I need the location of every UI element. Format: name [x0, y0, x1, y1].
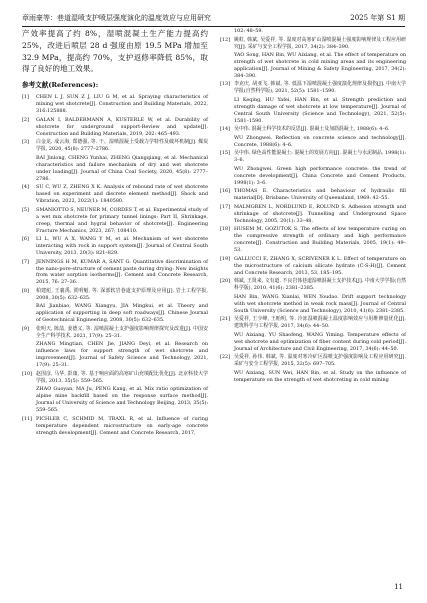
reference-entry: [220, 150, 406, 164]
reference-number: [220, 294, 234, 315]
reference-number: [22, 303, 36, 324]
reference-entry: [22, 117, 208, 138]
reference-number: [12]: [220, 36, 231, 43]
reference-list-right: [220, 37, 406, 384]
reference-entry: [22, 326, 208, 340]
reference-text: 吴爱祥, 孙伟, 韩斌, 等. 温度对寒冷矿区湿喷支护强度影响及工程应用研究[J]. 采矿与安全工程学报, 2015, 32(5): 697–705.: [234, 354, 406, 368]
reference-number: [9]: [22, 325, 29, 332]
reference-text: BAI Jinlong, CHENG Yunhai, ZHENG Qiangqiang, et al. Mechanical characteristics and failure mechanism of dry and wet shotcrete under loading[J]. Journal of China Coal Society, 2020, 45(8): 2777–2786.: [36, 154, 208, 182]
reference-text: 姚虹, 韩斌, 吴爱祥, 等. 温度对高寒矿山湿喷混凝土强度影响规律及工程应用研究[J]. 采矿与安全工程学报, 2017, 34(2): 384–390.: [234, 36, 406, 50]
reference-entry: [220, 226, 406, 254]
reference-entry: [22, 139, 208, 153]
reference-text: 吴中伟. 混凝土科学技术的反思[J]. 混凝土及加筋混凝土, 1988(6): 4–6.: [234, 126, 390, 133]
reference-text: LI L, WU A X, WANG Y M, et al. Mechanism of wet shotcrete interacting with rock in support system[J]. Journal of Central South University, 2013, 20(3): 821–829.: [36, 236, 208, 256]
reference-entry: [220, 316, 406, 330]
reference-number: [20]: [220, 278, 231, 285]
reference-text: HAN Bin, WANG Xianlai, WEN Youdao. Drift support technology with wet shotcrete method in weak rock mass[J]. Journal of Central South University (Science and Technology), 2010, 41(6): 2381–2385.: [234, 293, 406, 314]
reference-number: [22, 341, 36, 369]
reference-number: [11]: [22, 415, 33, 422]
reference-number: [22, 386, 36, 414]
reference-entry: [22, 94, 208, 115]
reference-number: [220, 166, 234, 187]
reference-entry: [220, 332, 406, 353]
reference-entry: [220, 204, 406, 225]
right-column: [220, 28, 406, 385]
reference-entry: [220, 52, 406, 80]
reference-entry: [220, 188, 406, 202]
reference-number: [18]: [220, 226, 231, 233]
reference-entry: [22, 386, 208, 414]
reference-text: SU C, WU Z, ZHENG X K. Analysis of rebound rate of wet shotcrete based on experiment and discrete element method[J]. Shock and Vibration, 2022, 2022(1): 1840580.: [36, 184, 208, 205]
reference-entry: [220, 370, 406, 384]
reference-number: [10]: [22, 370, 33, 377]
reference-continuation: 102: 48–59.: [234, 28, 263, 34]
reference-text: MALMGREN L, NORDLUND E, ROLUND S. Adhesion strength and shrinkage of shotcrete[J]. Tunnelling and Underground Space Technology, 2005, 20(1): 33–48.: [234, 203, 406, 224]
reference-number: [4]: [22, 184, 29, 191]
reference-number: [21]: [220, 316, 231, 323]
reference-text: WU Zhongwei. Reflection on concrete science and technology[J]. Concrete, 1988(6): 4–6.: [234, 134, 406, 148]
reference-text: LI Keqing, HU Yafei, HAN Bin, et al. Strength prediction and strength damage of wet shotcrete at low temperature[J]. Journal of Central South University (Science and Technology), 2021, 52(5): 1581–1590.: [234, 96, 406, 124]
reference-text: ZHAO Guoyan, MA Ju, PENG Kang, et al. Mix ratio optimization of alpine mine backfill based on the response surface method[J]. Journal of University of Science and Technology Beijing, 2013, 35(5): 559–565.: [36, 386, 208, 414]
reference-number: [7]: [22, 258, 29, 265]
reference-text: JENNINGS H M, KUMAR A, SANT G. Quantitative discrimination of the nano-pore-structure of cement paste during drying: New insights from water sorption isotherms[J]. Cement and Concrete Research, 2015, 76: 27–36.: [36, 258, 208, 286]
reference-text: 吴爱祥, 王少峰, 王贻明, 等. 冷冻湿喷混凝土温度影响效应与用维修量优化[J]. 建筑科学与工程学报, 2017, 34(6): 44–50.: [234, 316, 406, 330]
reference-text: 韩斌, 王贤来, 文有道. 不良岩体巷道湿喷混凝土支护技术[J]. 中南大学学报(自然科学版), 2010, 41(6): 2381–2385.: [234, 278, 406, 292]
reference-text: GALLUCCI E, ZHANG X, SCRIVENER K L. Effect of temperature on the microstructure of calcium silicate hydrate (C-S-H)[J]. Cement and Concrete Research, 2013, 53, 185–195.: [234, 255, 406, 276]
reference-entry: [220, 37, 406, 51]
reference-entry: [22, 288, 208, 302]
reference-entry: [220, 166, 406, 187]
reference-number: [15]: [220, 150, 231, 157]
reference-entry: [22, 236, 208, 257]
reference-number: [16]: [220, 188, 231, 195]
reference-number: [17]: [220, 203, 231, 210]
reference-number: [8]: [22, 287, 29, 294]
reference-entry: [22, 184, 208, 205]
reference-number: [5]: [22, 206, 29, 213]
reference-entry: [220, 126, 406, 133]
reference-text: THOMAS E. Characteristics and behaviour of hydraulic fill material[D]. Brisbane: University of Queensland, 1969: 42–55.: [234, 188, 406, 202]
reference-text: BAI Jianbiao, WANG Xiangyu, JIA Mingkui, et al. Theory and application of supporting in deep soft roadways[J]. Chinese Journal of Geotechnical Engineering, 2008, 30(5): 632–635.: [36, 303, 208, 324]
header-issue: 2025 年第 S1 期: [350, 14, 405, 22]
reference-number: [22]: [220, 354, 231, 361]
reference-text: 李克庆, 胡亚飞, 韩斌, 等. 低温下湿喷混凝土强度演化规律及损伤[J]. 中南大学学报(自然科学版), 2021, 52(5): 1581–1590.: [234, 81, 406, 95]
reference-entry: [22, 155, 208, 183]
reference-number: [13]: [220, 81, 231, 88]
reference-entry: [220, 135, 406, 149]
reference-number: [220, 332, 234, 353]
reference-number: [3]: [22, 139, 29, 146]
reference-text: 吴中伟. 绿色高性能混凝土: 混凝土的发展方向[J]. 混凝土与水泥制品, 1998(1): 3–6.: [234, 150, 406, 164]
reference-entry: [220, 97, 406, 125]
intro-paragraph: 产效率提高了约 8%，湿喷混凝土生产能力提高约 25%，改进后喷层 28 d 强度由原 19.5 MPa 增加至 32.9 MPa，提高约 70%，支护返修率降低 85%，取得了良好的地工效果。: [22, 29, 208, 74]
reference-text: GALAN I, BALDERMANN A, KUSTERLE W, et al. Durability of shotcrete for underground support-Review and update[J]. Construction and Building Materials, 2019, 202: 465–493.: [36, 116, 208, 137]
reference-number: [22, 155, 36, 183]
reference-text: 柏建彪, 王襄禹, 贾明魁, 等. 深部软岩巷道支护原理及应用[J]. 岩土工程学报, 2008, 30(5): 632–635.: [36, 287, 208, 301]
reference-entry: [22, 207, 208, 235]
running-header: [22, 10, 405, 27]
reference-text: YAO Song, HAN Bin, WU Aixiang, et al. The effect of temperature on strength of wet shotcrete in cold mining areas and its engineering application[J]. Journal of Mining & Safety Engineering, 2017, 34(2): 384–390.: [234, 52, 406, 79]
reference-number: [220, 52, 234, 80]
reference-number: [220, 97, 234, 125]
reference-text: SMANIOTTO S, NEUNER M, CORDES T, et al. Experimental study of a wet mix shotcrete for primary tunnel linings: Part II, Shrinkage, creep, thermal and hygral behavior of shotcrete[J]. Engineering Fracture Mechanics, 2023, 267; 108410.: [36, 206, 208, 234]
reference-number: [14]: [220, 126, 231, 133]
reference-text: ZHANG Mingtian, CHEN Jie, JIANG Deyi, et al. Research on influence laws for support strength of wet shotcrete and improvement[J]. Journal of Safety Science and Technology, 2021, 17(9): 25–31.: [36, 341, 208, 369]
reference-text: 张明天, 陈喆, 姜德义, 等. 湿喷混凝土支护强度影响规律探究及改进[J]. 中国安全生产科学技术, 2021, 17(9): 25–31.: [36, 325, 208, 339]
reference-entry: [22, 341, 208, 369]
reference-text: WU Aixiang, YU Shaofeng, WANG Yiming. Temperature effects of wet shotcrete and optimization of fiber content during cold period[J]. Journal of Architecture and Civil Engineering, 2017, 34(6): 44–50.: [234, 331, 406, 352]
reference-number: [1]: [22, 94, 29, 101]
reference-number: [220, 135, 234, 149]
reference-list-left: [22, 94, 208, 436]
references-heading: 参考文献(References):: [22, 81, 99, 90]
reference-entry: [22, 416, 208, 437]
page-number: 11: [394, 583, 403, 591]
reference-text: PICHLER C, SCHMID M, TRAXL R, et al. Influence of curing temperature dependent microstructure on early-age concrete strength development[J]. Cement and Concrete Research, 2017,: [36, 415, 208, 436]
reference-entry: [220, 81, 406, 95]
reference-entry: [220, 256, 406, 277]
reference-number: [19]: [220, 255, 231, 262]
reference-text: 赵围彦, 马华, 彭康, 等. 基于响应面的高寒矿山充填配比优化[J]. 北京科技大学学报, 2013, 35(5): 559–565.: [36, 370, 208, 384]
reference-number: [2]: [22, 116, 29, 123]
reference-number: [220, 370, 234, 384]
reference-text: 白金龙, 成云海, 郑德强, 等. 干、湿喷混凝土受载力学特性及破坏机制[J]. 煤炭学报, 2020, 45(8): 2777–2786.: [36, 139, 208, 153]
reference-number: [6]: [22, 236, 29, 243]
reference-text: HUSEM M, GOZUTOK S. The effects of low temperature curing on the compressive strength of ordinary and high performance concrete[J]. Construction and Building Materials, 2005, 19(1): 49–53.: [234, 226, 406, 254]
reference-entry: [220, 294, 406, 315]
reference-entry: [22, 303, 208, 324]
left-column: [22, 28, 208, 438]
header-title: 章雨豪等：巷道湿喷支护喷层强度演化的温度效应与应用研究: [22, 14, 211, 22]
reference-entry: [220, 278, 406, 292]
reference-entry: [220, 354, 406, 368]
reference-entry: [22, 259, 208, 287]
reference-text: CHEN L J, SUN Z J, LIU G M, et al. Spraying characteristics of mining wet shotcrete[J]. Construction and Building Materials, 2022, 316:125888.: [36, 94, 208, 115]
reference-text: WU Aixiang, SUN Wei, HAN Bin, et al. Study on the influence of temperature on the strength of wet shotcreting in cold mining: [234, 369, 406, 383]
reference-entry: [22, 371, 208, 385]
reference-text: WU Zhongwei. Green high performance concrete: the trend of concrete development[J]. China Concrete and Cement Products, 1998(1): 3–6.: [234, 165, 406, 186]
